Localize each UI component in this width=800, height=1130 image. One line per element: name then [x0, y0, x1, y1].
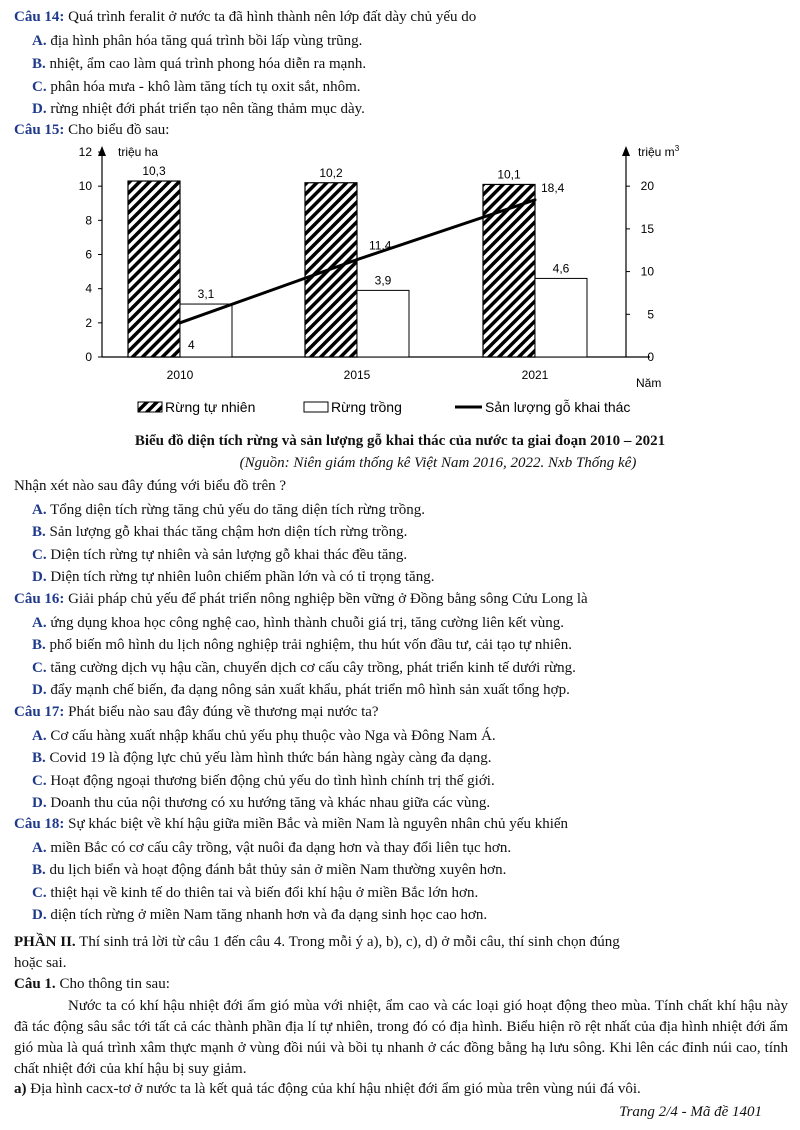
bar-label-natural-forest: 10,2 [319, 165, 343, 180]
right-axis-label-sup: 3 [674, 144, 680, 153]
q17-option-a[interactable] [32, 727, 496, 746]
bar-natural-forest [128, 181, 180, 357]
option-letter: C. [32, 660, 47, 676]
q14-option-b[interactable] [32, 55, 366, 74]
bar-label-natural-forest: 10,1 [497, 167, 521, 182]
option-text: thiệt hại về kinh tế do thiên tai và biến đổi khí hậu ở miền Bắc lớn hơn. [50, 885, 479, 901]
part2-instruction: Thí sinh trả lời từ câu 1 đến câu 4. Trong mỗi ý a), b), c), d) ở mỗi câu, thí sinh chọn đúng [79, 934, 620, 950]
line-label-timber-output: 4 [188, 337, 195, 352]
option-text: Cơ cấu hàng xuất nhập khẩu chủ yếu phụ thuộc vào Nga và Đông Nam Á. [50, 728, 496, 744]
legend-swatch-planted-forest [304, 402, 328, 412]
line-label-timber-output: 18,4 [541, 180, 565, 195]
q14-option-a[interactable] [32, 32, 362, 51]
option-letter: B. [32, 56, 46, 72]
q18-option-a[interactable] [32, 839, 511, 858]
q16-label: Câu 16: [14, 591, 65, 607]
option-text: Covid 19 là động lực chủ yếu làm hình thức bán hàng ngày càng đa dạng. [49, 750, 492, 766]
option-text: rừng nhiệt đới phát triển tạo nên tầng thảm mục dày. [50, 101, 365, 117]
q14-stem [14, 8, 476, 27]
option-text: Sản lượng gỗ khai thác tăng chậm hơn diện tích rừng trồng. [49, 524, 408, 540]
q15-label: Câu 15: [14, 122, 65, 138]
left-tick-label: 10 [78, 179, 92, 194]
q18-option-b[interactable] [32, 861, 506, 880]
option-letter: A. [32, 33, 47, 49]
option-letter: B. [32, 637, 46, 653]
point-timber-output [179, 321, 182, 324]
option-text: phổ biến mô hình du lịch nông nghiệp trải nghiệm, thu hút vốn đầu tư, cải tạo tự nhiên. [49, 637, 572, 653]
left-tick-label: 8 [85, 213, 92, 228]
legend-planted-forest: Rừng trồng [331, 399, 402, 415]
q17-option-b[interactable] [32, 749, 492, 768]
q14-text: Quá trình feralit ở nước ta đã hình thành nên lớp đất dày chủ yếu do [68, 9, 477, 25]
item-text: Địa hình cacx-tơ ở nước ta là kết quả tác động của khí hậu nhiệt đới ẩm gió mùa trên vùng núi đá vôi. [30, 1081, 641, 1097]
option-letter: D. [32, 907, 47, 923]
q16-option-c[interactable] [32, 659, 576, 678]
q18-stem [14, 815, 568, 834]
q16-option-d[interactable] [32, 681, 570, 700]
chart-caption: Biểu đồ diện tích rừng và sản lượng gỗ khai thác của nước ta giai đoạn 2010 – 2021 [134, 433, 666, 449]
option-letter: D. [32, 682, 47, 698]
left-axis-arrow [98, 146, 106, 156]
option-text: tăng cường dịch vụ hậu cần, chuyển dịch cơ cấu cây trồng, phát triển kinh tế dưới rừng. [50, 660, 576, 676]
option-text: Hoạt động ngoại thương biến động chủ yếu do tình hình chính trị thế giới. [50, 773, 495, 789]
page-footer: Trang 2/4 - Mã đề 1401 [619, 1104, 762, 1120]
part2-q1-text: Cho thông tin sau: [59, 976, 170, 992]
q18-label: Câu 18: [14, 816, 65, 832]
option-text: phân hóa mưa - khô làm tăng tích tụ oxit sắt, nhôm. [50, 79, 361, 95]
q15-question: Nhận xét nào sau đây đúng với biểu đồ trên ? [14, 478, 287, 494]
x-tick-label: 2015 [343, 368, 371, 382]
right-tick-label: 5 [647, 307, 654, 322]
part2-q1-paragraph: Nước ta có khí hậu nhiệt đới ẩm gió mùa với nhiệt, ẩm cao và các loại gió hoạt động theo mùa. Tính chất khí hậu này đã tác động sâu sắc tới tất cả các thành phần địa lí tự nhiên, trong đó có địa hình. Biểu hiện rõ rệt nhất của địa hình nhiệt đới ẩm gió mùa là quá trình xâm thực mạnh ở vùng đồi núi và bồi tụ nhanh ở các đồng bằng hạ lưu sông. Khi lên các đỉnh núi cao, tính chất nhiệt đới của khí hậu bị suy giảm. [14, 998, 788, 1077]
option-letter: B. [32, 750, 46, 766]
right-tick-label: 15 [640, 221, 654, 236]
point-timber-output [534, 198, 537, 201]
legend-timber-output: Sản lượng gỗ khai thác [485, 399, 631, 415]
legend-natural-forest: Rừng tự nhiên [165, 399, 256, 415]
option-text: ứng dụng khoa học công nghệ cao, hình thành chuỗi giá trị, tăng cường liên kết vùng. [50, 615, 565, 631]
item-label: a) [14, 1081, 27, 1097]
option-letter: C. [32, 885, 47, 901]
q17-option-c[interactable] [32, 772, 495, 791]
x-axis-title: Năm [636, 376, 662, 390]
q16-option-b[interactable] [32, 636, 572, 655]
q18-option-c[interactable] [32, 884, 478, 903]
option-text: Diện tích rừng tự nhiên và sản lượng gỗ khai thác đều tăng. [50, 547, 408, 563]
part2-q1-stem [14, 975, 170, 994]
q14-option-d[interactable] [32, 100, 365, 119]
option-text: Tổng diện tích rừng tăng chủ yếu do tăng diện tích rừng trồng. [50, 502, 426, 518]
option-letter: A. [32, 728, 47, 744]
q14-option-c[interactable] [32, 78, 361, 97]
option-text: du lịch biển và hoạt động đánh bắt thủy sản ở miền Nam thường xuyên hơn. [49, 862, 507, 878]
point-timber-output [356, 258, 359, 261]
bar-label-planted-forest: 3,1 [197, 287, 215, 302]
part2-heading: PHẦN II. [14, 934, 76, 950]
option-letter: D. [32, 569, 47, 585]
option-letter: A. [32, 615, 47, 631]
option-letter: C. [32, 547, 47, 563]
x-tick-label: 2021 [521, 368, 549, 382]
right-tick-label: 20 [640, 179, 654, 194]
option-text: Doanh thu của nội thương có xu hướng tăng và khác nhau giữa các vùng. [50, 795, 491, 811]
q15-stem [14, 121, 169, 140]
bar-planted-forest [357, 290, 409, 357]
bar-label-planted-forest: 3,9 [374, 273, 392, 288]
q17-stem [14, 703, 379, 722]
left-tick-label: 0 [85, 350, 92, 364]
chart-source: (Nguồn: Niên giám thống kê Việt Nam 2016, 2022. Nxb Thống kê) [239, 455, 637, 471]
left-tick-label: 2 [85, 315, 92, 330]
q15-option-b[interactable] [32, 523, 407, 542]
bar-label-natural-forest: 10,3 [142, 164, 166, 179]
bar-label-planted-forest: 4,6 [552, 261, 570, 276]
q17-text: Phát biểu nào sau đây đúng về thương mại nước ta? [68, 704, 379, 720]
forest-chart [70, 140, 730, 420]
option-letter: C. [32, 79, 47, 95]
option-text: Diện tích rừng tự nhiên luôn chiếm phần lớn và có tỉ trọng tăng. [50, 569, 435, 585]
left-tick-label: 6 [85, 247, 92, 262]
q16-option-a[interactable] [32, 614, 564, 633]
q17-label: Câu 17: [14, 704, 65, 720]
right-axis-arrow [622, 146, 630, 156]
x-tick-label: 2010 [166, 368, 194, 382]
part2-instruction-line2: hoặc sai. [14, 955, 67, 971]
option-text: nhiệt, ẩm cao làm quá trình phong hóa diễn ra mạnh. [49, 56, 367, 72]
q15-option-c[interactable] [32, 546, 407, 565]
legend-swatch-natural-forest [138, 402, 162, 412]
q15-option-d[interactable] [32, 568, 434, 587]
option-text: miền Bắc có cơ cấu cây trồng, vật nuôi đa dạng hơn và thay đổi liên tục hơn. [50, 840, 512, 856]
q16-text: Giải pháp chủ yếu để phát triển nông nghiệp bền vững ở Đồng bằng sông Cửu Long là [68, 591, 588, 607]
q15-text: Cho biểu đồ sau: [68, 122, 170, 138]
q16-stem [14, 590, 588, 609]
part2-instruction-line1 [14, 933, 620, 952]
q17-option-d[interactable] [32, 794, 490, 813]
option-letter: C. [32, 773, 47, 789]
option-letter: B. [32, 524, 46, 540]
option-letter: D. [32, 101, 47, 117]
q18-text: Sự khác biệt về khí hậu giữa miền Bắc và miền Nam là nguyên nhân chủ yếu khiến [68, 816, 569, 832]
option-letter: B. [32, 862, 46, 878]
bar-natural-forest [483, 184, 535, 357]
part2-q1-label: Câu 1. [14, 976, 56, 992]
q14-label: Câu 14: [14, 9, 65, 25]
option-letter: A. [32, 502, 47, 518]
q18-option-d[interactable] [32, 906, 487, 925]
part2-q1-item-a[interactable] [14, 1080, 641, 1099]
left-tick-label: 12 [78, 145, 92, 159]
right-tick-label: 10 [640, 264, 654, 279]
option-text: diện tích rừng ở miền Nam tăng nhanh hơn và đa dạng sinh học cao hơn. [50, 907, 488, 923]
right-tick-label: 0 [647, 350, 654, 364]
option-text: địa hình phân hóa tăng quá trình bồi lấp vùng trũng. [50, 33, 363, 49]
bar-planted-forest [535, 278, 587, 357]
q15-option-a[interactable] [32, 501, 425, 520]
right-axis-label: triệu $m^3$ [638, 144, 680, 159]
option-letter: D. [32, 795, 47, 811]
option-text: đẩy mạnh chế biến, đa dạng nông sản xuất khẩu, phát triển mô hình sản xuất tổng hợp. [50, 682, 570, 698]
left-axis-label: triệu ha [118, 145, 159, 159]
line-label-timber-output: 11,4 [369, 238, 392, 253]
left-tick-label: 4 [85, 281, 92, 296]
option-letter: A. [32, 840, 47, 856]
